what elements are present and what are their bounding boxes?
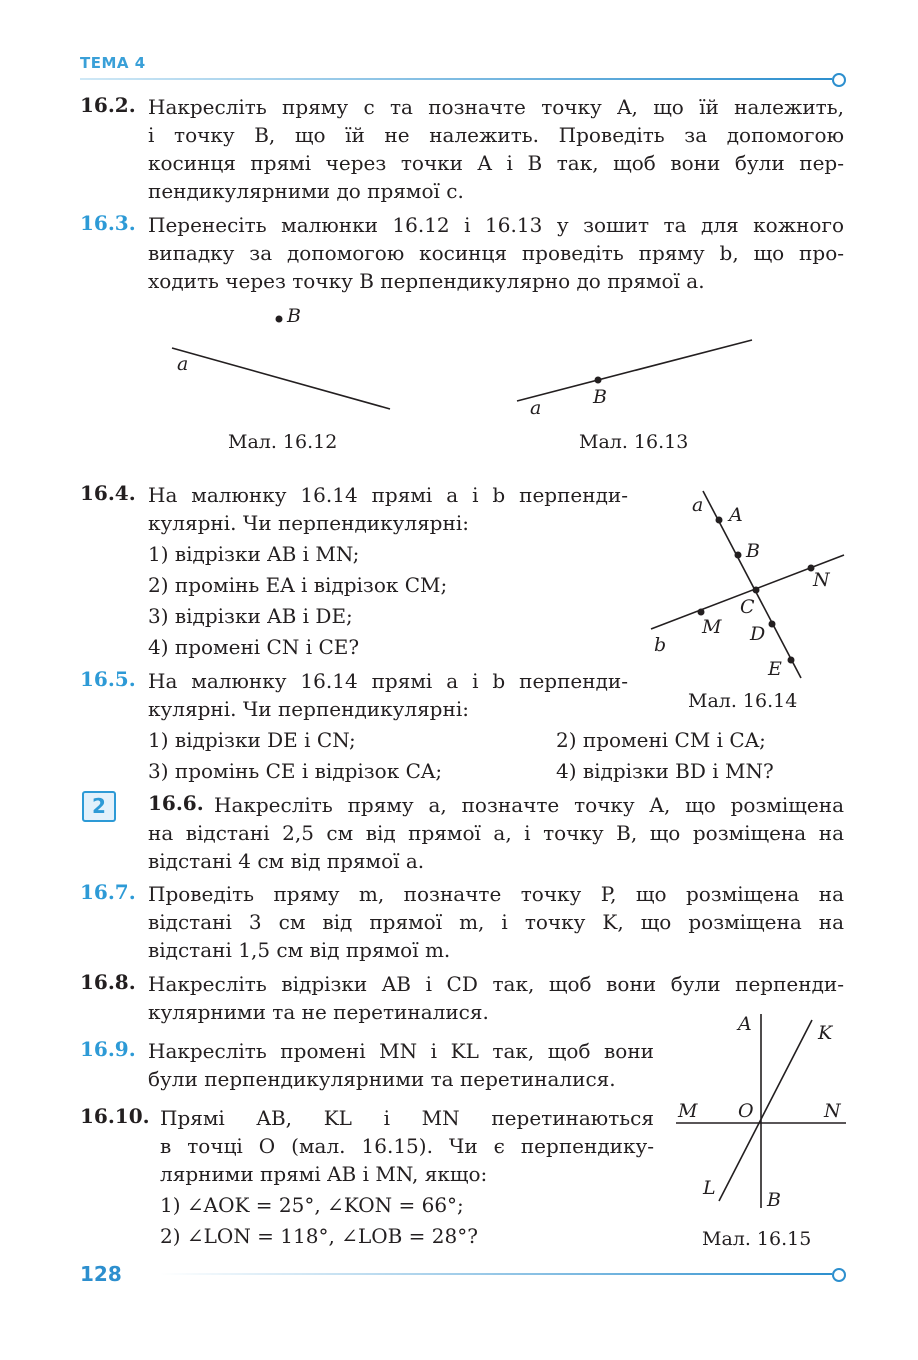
label-a: A bbox=[738, 1013, 752, 1035]
line-kl bbox=[719, 1020, 812, 1201]
text-line: На малюнку 16.14 прямі a і b перпенди- bbox=[148, 483, 628, 507]
problem-16-6-first-line bbox=[214, 791, 844, 819]
problem-16-10-item-1: 1) ∠AOK = 25°, ∠KON = 66°; bbox=[160, 1193, 464, 1217]
label-b: B bbox=[746, 540, 760, 562]
problem-16-5-text bbox=[148, 667, 628, 723]
problem-16-4-item-3: 3) відрізки AB і DE; bbox=[148, 604, 353, 628]
text-line: Накресліть промені MN і KL так, щоб вони bbox=[148, 1039, 654, 1063]
problem-number-16-2: 16.2. bbox=[80, 93, 136, 117]
point-b bbox=[276, 316, 283, 323]
point-e bbox=[788, 657, 795, 664]
label-n: N bbox=[824, 1100, 841, 1122]
text-line: кулярні. Чи перпендикулярні: bbox=[148, 511, 469, 535]
topic-header: ТЕМА 4 bbox=[80, 54, 146, 72]
problem-16-4-item-1: 1) відрізки AB і MN; bbox=[148, 542, 360, 566]
problem-number-16-8: 16.8. bbox=[80, 970, 136, 994]
point-b bbox=[595, 377, 602, 384]
text-line: в точці O (мал. 16.15). Чи є перпендику- bbox=[160, 1134, 654, 1158]
problem-16-4-item-2: 2) промінь EA і відрізок CM; bbox=[148, 573, 448, 597]
text-line: лярними прямі AB і MN, якщо: bbox=[160, 1162, 488, 1186]
point-m bbox=[698, 609, 705, 616]
figures-16-12-16-13 bbox=[0, 0, 918, 470]
text-line: відстані 1,5 см від прямої m. bbox=[148, 938, 451, 962]
text-line: Прямі AB, KL і MN перетинаються bbox=[160, 1106, 654, 1130]
page-number: 128 bbox=[80, 1262, 122, 1286]
problem-number-16-10: 16.10. bbox=[80, 1104, 150, 1128]
point-a bbox=[716, 517, 723, 524]
caption-fig-16-13: Мал. 16.13 bbox=[579, 431, 689, 453]
label-d: D bbox=[750, 623, 766, 645]
problem-16-10-text bbox=[160, 1104, 654, 1188]
text-line: і точку B, що їй не належить. Проведіть за допомогою bbox=[148, 123, 844, 147]
point-d bbox=[769, 621, 776, 628]
label-k: K bbox=[818, 1022, 833, 1044]
label-m: M bbox=[678, 1100, 698, 1122]
footer-rule-end-icon bbox=[832, 1268, 846, 1282]
label-line-a: a bbox=[530, 397, 542, 419]
level-badge: 2 bbox=[82, 791, 116, 822]
problem-number-16-9: 16.9. bbox=[80, 1037, 136, 1061]
text-line: були перпендикулярними та перетиналися. bbox=[148, 1067, 616, 1091]
figure-16-12 bbox=[172, 305, 390, 409]
figure-16-14 bbox=[640, 485, 850, 685]
label-c: C bbox=[740, 596, 755, 618]
problem-16-5-item-1: 1) відрізки DE і CN; bbox=[148, 728, 356, 752]
problem-16-10-item-2: 2) ∠LON = 118°, ∠LOB = 28°? bbox=[160, 1224, 478, 1248]
label-m: M bbox=[702, 616, 722, 638]
problem-number-16-3: 16.3. bbox=[80, 211, 136, 235]
problem-16-7-text bbox=[148, 880, 844, 964]
line-a bbox=[172, 348, 390, 409]
text-line: відстані 4 см від прямої a. bbox=[148, 849, 425, 873]
caption-fig-16-12: Мал. 16.12 bbox=[228, 431, 338, 453]
label-point-b: B bbox=[287, 305, 301, 327]
footer-rule bbox=[160, 1273, 832, 1275]
text-line: ходить через точку B перпендикулярно до прямої a. bbox=[148, 269, 705, 293]
problem-number-16-6: 16.6. bbox=[148, 791, 204, 815]
figure-16-15 bbox=[670, 1010, 860, 1220]
line-a bbox=[517, 340, 752, 401]
text-line: Накресліть пряму c та позначте точку A, що їй належить, bbox=[148, 95, 844, 119]
text-line: на відстані 2,5 см від прямої a, і точку B, що розміщена на bbox=[148, 821, 844, 845]
problem-16-5-item-3: 3) промінь CE і відрізок CA; bbox=[148, 759, 443, 783]
problem-16-5-item-2: 2) промені CM і CA; bbox=[556, 728, 766, 752]
text-line: Перенесіть малюнки 16.12 і 16.13 у зошит та для кожного bbox=[148, 213, 844, 237]
text-line: відстані 3 см від прямої m, і точку K, що розміщена на bbox=[148, 910, 844, 934]
label-line-a: a bbox=[177, 353, 189, 375]
point-b bbox=[735, 552, 742, 559]
text-line: кулярними та не перетиналися. bbox=[148, 1000, 489, 1024]
text-line: випадку за допомогою косинця проведіть пряму b, що про- bbox=[148, 241, 844, 265]
caption-fig-16-14: Мал. 16.14 bbox=[688, 690, 798, 712]
label-b: B bbox=[767, 1189, 781, 1211]
text-line: косинця прямі через точки A і B так, щоб вони були пер- bbox=[148, 151, 844, 175]
problem-number-16-4: 16.4. bbox=[80, 481, 136, 505]
text-line: пендикулярними до прямої c. bbox=[148, 179, 464, 203]
text-line: Накресліть відрізки AB і CD так, щоб вони були перпенди- bbox=[148, 972, 844, 996]
problem-16-4-text bbox=[148, 481, 628, 537]
label-a: A bbox=[729, 504, 743, 526]
problem-16-4-item-4: 4) промені CN і CE? bbox=[148, 635, 360, 659]
problem-number-16-7: 16.7. bbox=[80, 880, 136, 904]
label-o: O bbox=[738, 1100, 754, 1122]
label-point-b: B bbox=[593, 386, 607, 408]
caption-fig-16-15: Мал. 16.15 bbox=[702, 1228, 812, 1250]
point-c bbox=[753, 587, 760, 594]
label-e: E bbox=[768, 658, 782, 680]
label-n: N bbox=[813, 569, 830, 591]
text-line: Проведіть пряму m, позначте точку P, що розміщена на bbox=[148, 882, 844, 906]
text-line: На малюнку 16.14 прямі a і b перпенди- bbox=[148, 669, 628, 693]
problem-16-5-item-4: 4) відрізки BD і MN? bbox=[556, 759, 774, 783]
problem-16-9-text bbox=[148, 1037, 654, 1093]
label-l: L bbox=[703, 1177, 716, 1199]
text-line: кулярні. Чи перпендикулярні: bbox=[148, 697, 469, 721]
label-line-b: b bbox=[654, 634, 667, 656]
text-line: Накресліть пряму a, позначте точку A, що розміщена bbox=[214, 793, 844, 817]
problem-16-6-text bbox=[148, 819, 844, 875]
problem-number-16-5: 16.5. bbox=[80, 667, 136, 691]
figure-16-13 bbox=[517, 340, 752, 419]
label-line-a: a bbox=[692, 494, 704, 516]
